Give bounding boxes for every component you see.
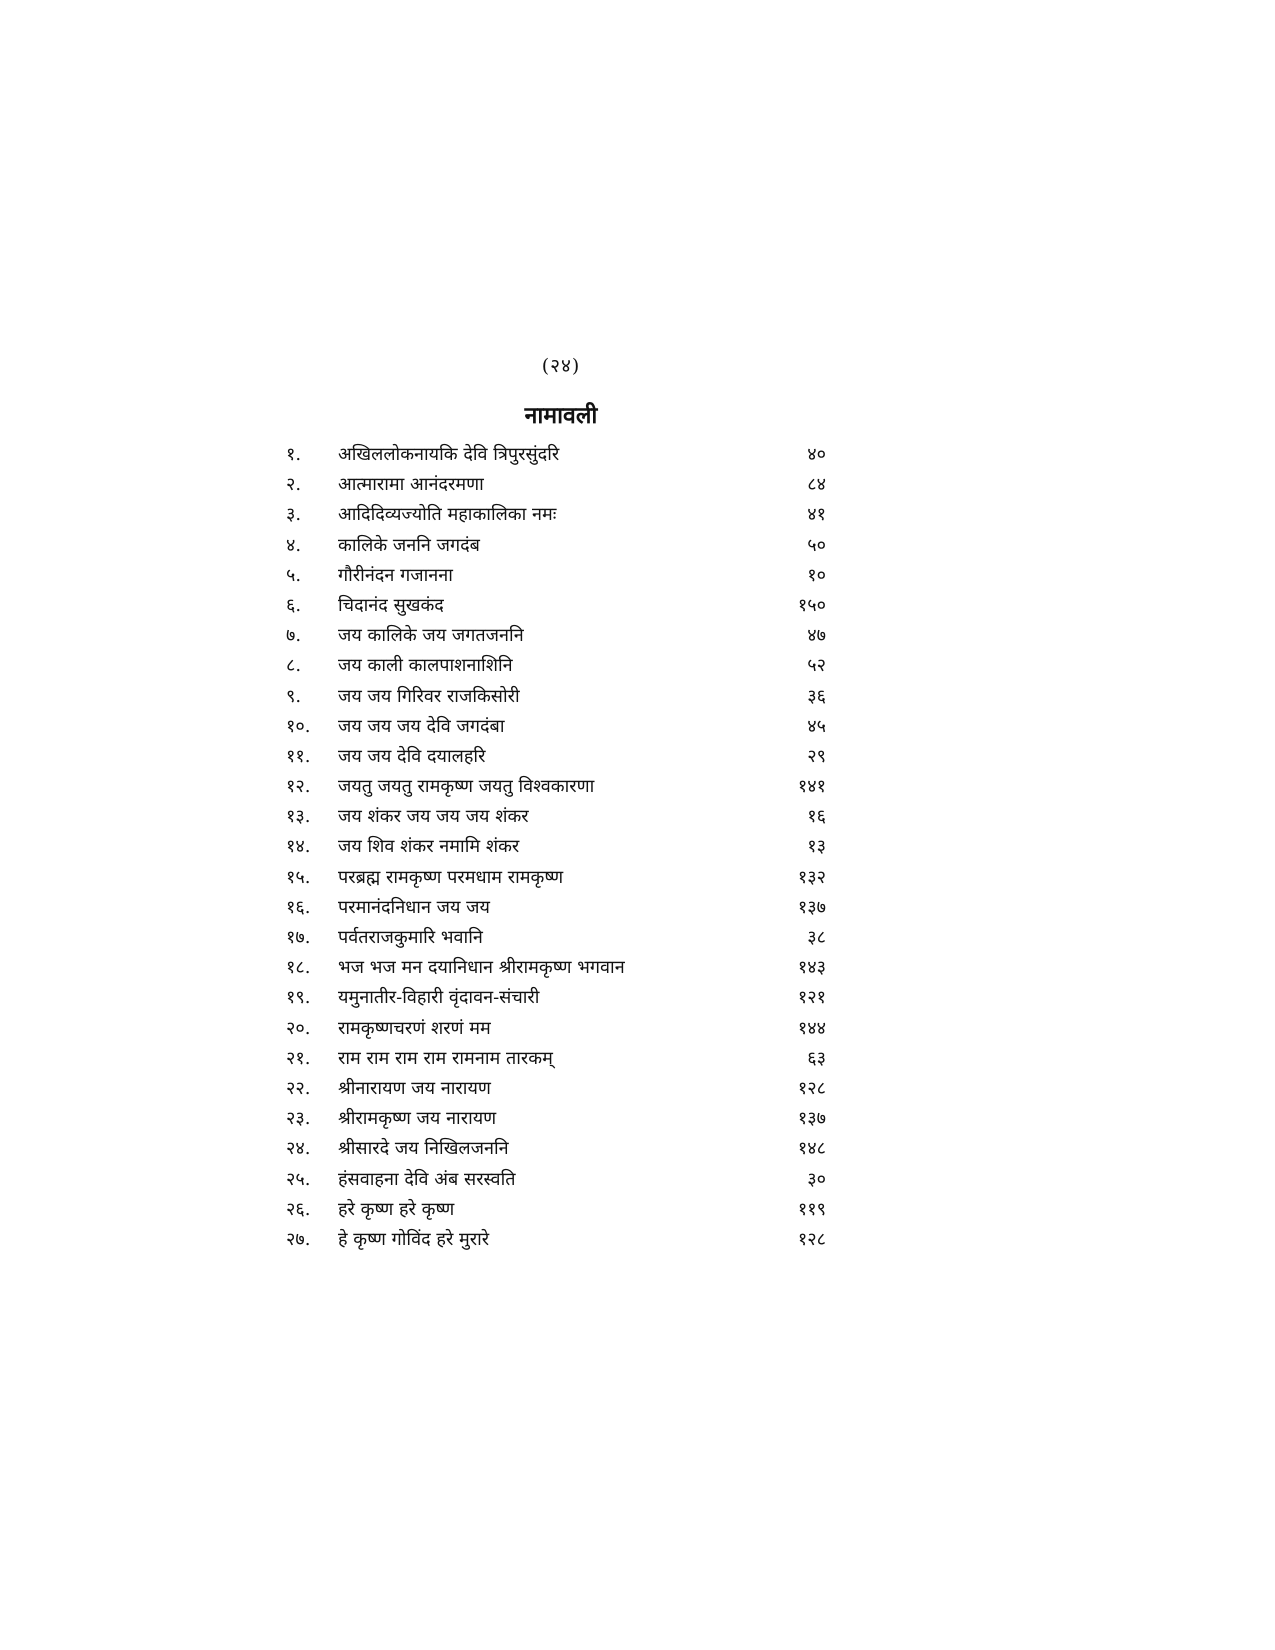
entry-name: श्रीसारदे जय निखिलजननि (338, 1138, 509, 1160)
entry-number: २६. (286, 1198, 311, 1220)
entry-page-number: ५२ (807, 655, 826, 677)
entry-name: जय जय देवि दयालहरि (338, 745, 486, 767)
entry-number: ९. (286, 685, 302, 707)
entry-number: २४. (286, 1138, 311, 1160)
entry-page-number: १५० (797, 594, 826, 616)
entry-name: पर्वतराजकुमारि भवानि (338, 927, 483, 948)
entry-page-number: १३२ (797, 866, 826, 888)
entry-name: जयतु जयतु रामकृष्ण जयतु विश्वकारणा (338, 776, 595, 798)
list-item (286, 772, 826, 802)
index-list (286, 440, 826, 1255)
entry-name: जय जय गिरिवर राजकिसोरी (338, 685, 520, 707)
entry-page-number: १३ (807, 836, 826, 858)
list-item (286, 953, 826, 983)
entry-page-number: ५० (807, 534, 826, 556)
entry-name: राम राम राम राम रामनाम तारकम् (338, 1047, 553, 1069)
entry-name: जय शंकर जय जय जय शंकर (338, 806, 529, 828)
entry-number: २५. (286, 1168, 311, 1190)
entry-name: आदिदिव्यज्योति महाकालिका नमः (338, 504, 557, 526)
entry-page-number: १३७ (797, 1108, 826, 1130)
entry-page-number: ८४ (807, 474, 826, 496)
entry-name: जय कालिके जय जगतजननि (338, 625, 524, 647)
entry-page-number: ४० (807, 444, 826, 465)
entry-page-number: ४१ (807, 504, 826, 526)
list-item (286, 1195, 826, 1225)
entry-number: २१. (286, 1047, 311, 1069)
entry-page-number: ४५ (807, 715, 826, 737)
entry-name: परब्रह्म रामकृष्ण परमधाम रामकृष्ण (338, 866, 564, 888)
entry-page-number: १४१ (797, 776, 826, 798)
entry-page-number: १४३ (797, 957, 826, 979)
list-item (286, 591, 826, 621)
entry-number: १९. (286, 987, 311, 1009)
entry-number: ८. (286, 655, 302, 677)
entry-name: चिदानंद सुखकंद (338, 594, 444, 616)
list-item (286, 1134, 826, 1164)
entry-page-number: ४७ (807, 625, 826, 647)
entry-name: यमुनातीर-विहारी वृंदावन-संचारी (338, 987, 540, 1009)
entry-name: जय काली कालपाशनाशिनि (338, 655, 513, 677)
list-item (286, 561, 826, 591)
list-item (286, 682, 826, 712)
entry-page-number: १२८ (797, 1077, 826, 1099)
page-number: (२४) (541, 355, 581, 377)
entry-name: हरे कृष्ण हरे कृष्ण (338, 1198, 455, 1220)
list-item (286, 983, 826, 1013)
entry-page-number: २९ (807, 745, 826, 767)
entry-number: ४. (286, 534, 302, 556)
entry-number: १०. (286, 715, 311, 737)
entry-number: २०. (286, 1017, 311, 1039)
entry-page-number: १६ (807, 806, 826, 828)
entry-number: ११. (286, 745, 311, 767)
entry-page-number: ११९ (797, 1198, 826, 1220)
list-item (286, 923, 826, 953)
entry-page-number: १४८ (797, 1138, 826, 1160)
list-item (286, 500, 826, 530)
entry-name: हंसवाहना देवि अंब सरस्वति (338, 1168, 516, 1190)
entry-number: १३. (286, 806, 311, 828)
list-item (286, 440, 826, 470)
entry-number: ३. (286, 504, 302, 526)
entry-number: २३. (286, 1108, 311, 1130)
entry-name: श्रीनारायण जय नारायण (338, 1077, 491, 1099)
entry-name: परमानंदनिधान जय जय (338, 896, 490, 918)
list-item (286, 742, 826, 772)
page-title: नामावली (524, 402, 598, 429)
entry-page-number: ३६ (807, 685, 826, 707)
list-item (286, 531, 826, 561)
entry-page-number: १२१ (797, 987, 826, 1009)
entry-number: ७. (286, 625, 302, 647)
list-item (286, 621, 826, 651)
list-item (286, 1104, 826, 1134)
entry-name: कालिके जननि जगदंब (338, 534, 480, 556)
entry-number: १४. (286, 836, 311, 858)
list-item (286, 470, 826, 500)
list-item (286, 1014, 826, 1044)
list-item (286, 1225, 826, 1255)
entry-page-number: १३७ (797, 896, 826, 918)
entry-number: १५. (286, 866, 311, 888)
entry-name: आत्मारामा आनंदरमणा (338, 474, 484, 496)
entry-name: भज भज मन दयानिधान श्रीरामकृष्ण भगवान (338, 957, 625, 979)
list-item (286, 1074, 826, 1104)
entry-name: जय शिव शंकर नमामि शंकर (338, 836, 520, 858)
entry-name: जय जय जय देवि जगदंबा (338, 715, 505, 737)
entry-page-number: ६३ (807, 1047, 826, 1069)
entry-name: गौरीनंदन गजानना (338, 564, 453, 586)
entry-page-number: ३८ (807, 927, 826, 948)
entry-number: २७. (286, 1228, 311, 1250)
entry-name: श्रीरामकृष्ण जय नारायण (338, 1108, 497, 1130)
entry-page-number: १० (807, 564, 826, 586)
entry-page-number: १४४ (797, 1017, 826, 1039)
entry-number: २. (286, 474, 302, 496)
list-item (286, 863, 826, 893)
entry-page-number: ३० (807, 1168, 826, 1190)
entry-number: ६. (286, 594, 302, 616)
entry-number: २२. (286, 1077, 311, 1099)
list-item (286, 832, 826, 862)
entry-number: १८. (286, 957, 311, 979)
list-item (286, 712, 826, 742)
entry-name: हे कृष्ण गोविंद हरे मुरारे (338, 1228, 490, 1250)
entry-name: रामकृष्णचरणं शरणं मम (338, 1017, 491, 1039)
entry-number: ५. (286, 564, 302, 586)
list-item (286, 893, 826, 923)
list-item (286, 1165, 826, 1195)
entry-name: अखिललोकनायकि देवि त्रिपुरसुंदरि (338, 444, 560, 465)
entry-number: १२. (286, 776, 311, 798)
entry-number: १. (286, 444, 302, 465)
list-item (286, 1044, 826, 1074)
list-item (286, 651, 826, 681)
list-item (286, 802, 826, 832)
entry-page-number: १२८ (797, 1228, 826, 1250)
entry-number: १६. (286, 896, 311, 918)
entry-number: १७. (286, 927, 311, 948)
